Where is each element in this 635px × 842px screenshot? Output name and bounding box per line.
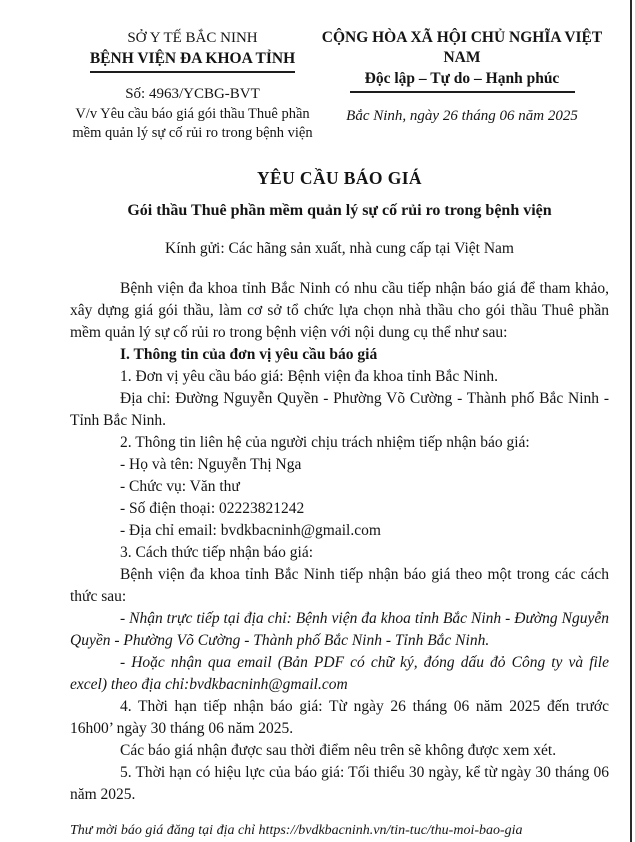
- contact-position-line: - Chức vụ: Văn thư: [120, 478, 240, 495]
- contact-phone-line: - Số điện thoại: 02223821242: [120, 500, 305, 517]
- contact-email-line: - Địa chỉ email: bvdkbacninh@gmail.com: [120, 522, 381, 539]
- reception-method-intro: Bệnh viện đa khoa tỉnh Bắc Ninh tiếp nhận báo giá theo một trong các cách thức sau:: [70, 566, 609, 605]
- reception-method-heading: 3. Cách thức tiếp nhận báo giá:: [120, 544, 314, 561]
- package-subtitle: Gói thầu Thuê phần mềm quản lý sự cố rủi ro trong bệnh viện: [127, 202, 552, 219]
- document-header: [70, 28, 609, 142]
- national-title: CỘNG HÒA XÃ HỘI CHỦ NGHĨA VIỆT NAM: [321, 29, 603, 66]
- section-1-heading: I. Thông tin của đơn vị yêu cầu báo giá: [120, 346, 378, 363]
- page-scan-edge-line: [630, 0, 632, 842]
- parent-org-name: SỞ Y TẾ BẮC NINH: [127, 30, 258, 46]
- contact-name-line: - Họ và tên: Nguyễn Thị Nga: [120, 456, 302, 473]
- document-body: [70, 168, 609, 840]
- contact-heading-line: 2. Thông tin liên hệ của người chịu trách nhiệm tiếp nhận báo giá:: [120, 434, 530, 451]
- document-title: YÊU CẦU BÁO GIÁ: [257, 168, 422, 188]
- validity-line: 5. Thời hạn có hiệu lực của báo giá: Tối thiểu 30 ngày, kể từ ngày 30 tháng 06 năm 2025.: [70, 764, 609, 803]
- national-header-block: [315, 28, 609, 142]
- unit-address-line: Địa chỉ: Đường Nguyễn Quyền - Phường Võ Cường - Thành phố Bắc Ninh - Tỉnh Bắc Ninh.: [70, 390, 609, 429]
- org-name-underline: [90, 71, 295, 73]
- issuing-org-block: [70, 28, 315, 142]
- national-motto: Độc lập – Tự do – Hạnh phúc: [364, 70, 560, 87]
- document-subject: V/v Yêu cầu báo giá gói thầu Thuê phần mềm quản lý sự cố rủi ro trong bệnh viện: [72, 106, 313, 141]
- reception-email-line: - Hoặc nhận qua email (Bản PDF có chữ ký, đóng dấu đỏ Công ty và file excel) theo địa chỉ:bvdkbacninh@gmail.com: [70, 654, 609, 693]
- intro-paragraph: Bệnh viện đa khoa tỉnh Bắc Ninh có nhu cầu tiếp nhận báo giá để tham khảo, xây dựng giá gói thầu, làm cơ sở tổ chức lựa chọn nhà thầu cho gói thầu Thuê phần mềm quản lý sự cố rủi ro trong bệnh viện với nội dung cụ thể như sau:: [70, 280, 609, 341]
- footer-note: Thư mời báo giá đăng tại địa chỉ https://bvdkbacninh.vn/tin-tuc/thu-moi-bao-gia: [70, 823, 523, 838]
- body-paragraphs: [70, 278, 609, 806]
- deadline-line: 4. Thời hạn tiếp nhận báo giá: Từ ngày 26 tháng 06 năm 2025 đến trước 16h00’ ngày 30 tháng 06 năm 2025.: [70, 698, 609, 737]
- late-quote-note: Các báo giá nhận được sau thời điểm nêu trên sẽ không được xem xét.: [120, 742, 557, 759]
- motto-underline: [350, 91, 575, 93]
- unit-name-line: 1. Đơn vị yêu cầu báo giá: Bệnh viện đa khoa tỉnh Bắc Ninh.: [120, 368, 498, 385]
- hospital-org-name: BỆNH VIỆN ĐA KHOA TỈNH: [89, 50, 296, 67]
- reception-direct-line: - Nhận trực tiếp tại địa chỉ: Bệnh viện đa khoa tỉnh Bắc Ninh - Đường Nguyễn Quyền - Phường Võ Cường - Thành phố Bắc Ninh - Tỉnh Bắc Ninh.: [70, 610, 609, 649]
- salutation-line: Kính gửi: Các hãng sản xuất, nhà cung cấp tại Việt Nam: [165, 240, 514, 257]
- place-and-date: Bắc Ninh, ngày 26 tháng 06 năm 2025: [346, 108, 578, 124]
- document-number: Số: 4963/YCBG-BVT: [125, 86, 260, 102]
